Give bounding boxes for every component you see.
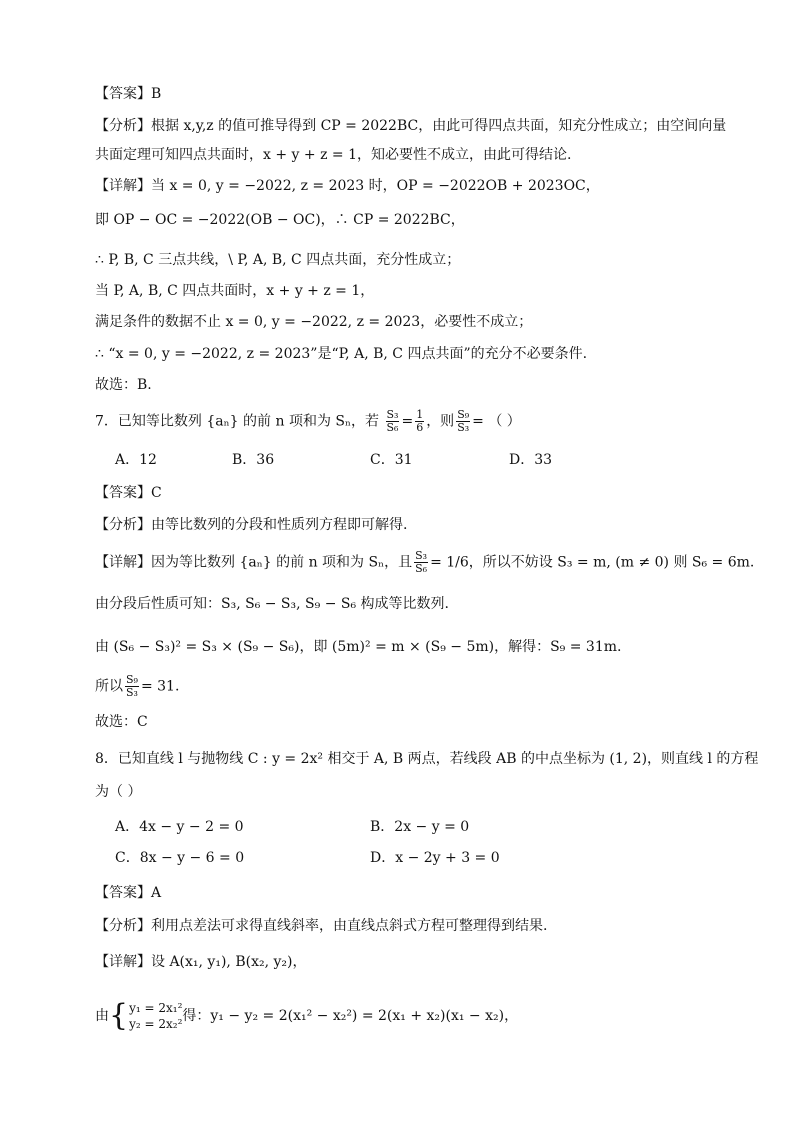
q8-analysis-line — [95, 916, 547, 936]
q7-stem-before: 7．已知等比数列 {aₙ} 的前 n 项和为 Sₙ，若 — [95, 413, 380, 430]
analysis-text: 根据 x,y,z 的值可推导得到 CP = 2022BC，由此可得四点共面，知充分性成立；由空间向量 — [151, 118, 727, 134]
detail-text: 当 x = 0, y = −2022, z = 2023 时，OP = −2022OB + 2023OC， — [151, 178, 600, 194]
q8-stem-line-1: 8．已知直线 l 与抛物线 C : y = 2x² 相交于 A, B 两点，若线段 AB 的中点坐标为 (1, 2)，则直线 l 的方程 — [95, 751, 759, 767]
analysis-tag: 【分析】 — [95, 118, 151, 134]
q8-option-a: A．4x − y − 2 = 0 — [115, 819, 244, 835]
fraction-denominator: S₃ — [457, 421, 470, 434]
detail-text-after: = 31. — [140, 678, 180, 695]
fraction-numerator: S₃ — [415, 549, 428, 562]
q6-detail-line-6: ∴ “x = 0, y = −2022, z = 2023”是“P, A, B, C 四点共面”的充分不必要条件. — [95, 346, 588, 362]
q6-detail-line-2: 即 OP − OC = −2022(OB − OC)，∴ CP = 2022BC， — [95, 212, 465, 228]
detail-text-before: 由 — [95, 1008, 109, 1024]
analysis-tag: 【分析】 — [95, 918, 151, 934]
detail-text-after: = 1/6，所以不妨设 S₃ = m, (m ≠ 0) 则 S₆ = 6m. — [430, 554, 755, 571]
q6-choose: 故选：B. — [95, 377, 152, 393]
analysis-text: 由等比数列的分段和性质列方程即可解得. — [151, 517, 408, 533]
q7-option-b: B．36 — [232, 452, 275, 468]
fraction-numerator: S₃ — [386, 408, 399, 421]
q7-fraction-2 — [415, 409, 424, 434]
fraction-numerator: S₉ — [126, 673, 138, 686]
detail-text-after: 得：y₁ − y₂ = 2(x₁² − x₂²) = 2(x₁ + x₂)(x₁ − x₂)， — [182, 1008, 519, 1024]
q7-stem-after: = （ ） — [472, 413, 521, 430]
q6-answer-line — [95, 84, 161, 104]
left-brace: { — [109, 998, 129, 1033]
equation-system — [129, 1000, 182, 1032]
q6-analysis-line-1 — [95, 116, 726, 136]
q6-detail-line-5: 满足条件的数据不止 x = 0, y = −2022, z = 2023，必要性不成立； — [95, 314, 533, 330]
q8-option-b: B．2x − y = 0 — [370, 819, 470, 835]
q6-analysis-line-2: 共面定理可知四点共面时，x + y + z = 1，知必要性不成立，由此可得结论. — [95, 147, 572, 163]
q7-equals: = — [401, 413, 414, 430]
answer-tag: 【答案】 — [95, 885, 151, 901]
answer-tag: 【答案】 — [95, 86, 151, 102]
q8-option-d: D．x − 2y + 3 = 0 — [370, 850, 500, 866]
detail-text-before: 所以 — [95, 678, 123, 695]
q7-stem — [95, 409, 521, 434]
q8-answer-line — [95, 883, 161, 903]
fraction-denominator: 6 — [416, 421, 424, 434]
q8-stem-line-2: 为（ ） — [95, 784, 142, 800]
fraction-numerator: S₉ — [457, 408, 470, 421]
q8-detail-line-2 — [95, 1000, 518, 1032]
q6-detail-line-4: 当 P, A, B, C 四点共面时，x + y + z = 1， — [95, 283, 375, 299]
q7-answer-line — [95, 483, 162, 503]
q7-choose: 故选：C — [95, 714, 148, 730]
system-line-2: y₂ = 2x₂² — [129, 1017, 183, 1031]
fraction-denominator: S₆ — [386, 421, 399, 434]
detail-tag: 【详解】 — [95, 954, 151, 970]
q6-detail-line-1 — [95, 176, 600, 196]
fraction-numerator: 1 — [416, 408, 424, 421]
detail-tag: 【详解】 — [95, 178, 151, 194]
q7-fraction-1 — [386, 409, 400, 434]
detail-text: 设 A(x₁, y₁), B(x₂, y₂)， — [151, 954, 307, 970]
q7-detail-line-4 — [95, 674, 179, 699]
detail-tag: 【详解】 — [95, 554, 151, 571]
answer-tag: 【答案】 — [95, 485, 151, 501]
q6-detail-line-3: ∴ P, B, C 三点共线，\ P, A, B, C 四点共面，充分性成立； — [95, 252, 461, 268]
q7-result-fraction — [125, 674, 139, 699]
q7-analysis-line — [95, 515, 407, 535]
q7-option-c: C．31 — [370, 452, 413, 468]
q7-detail-line-1 — [95, 550, 754, 575]
q8-option-c: C．8x − y − 6 = 0 — [115, 850, 245, 866]
analysis-tag: 【分析】 — [95, 517, 151, 533]
answer-value: A — [151, 885, 162, 901]
answer-value: C — [151, 485, 162, 501]
q7-detail-line-3: 由 (S₆ − S₃)² = S₃ × (S₉ − S₆)，即 (5m)² = m × (S₉ − 5m)，解得：S₉ = 31m. — [95, 639, 622, 655]
detail-text-before: 因为等比数列 {aₙ} 的前 n 项和为 Sₙ，且 — [151, 554, 413, 571]
fraction-denominator: S₃ — [126, 686, 138, 699]
q7-stem-mid: ，则 — [426, 413, 455, 430]
q7-detail-line-2: 由分段后性质可知：S₃, S₆ − S₃, S₉ − S₆ 构成等比数列. — [95, 596, 449, 612]
q7-option-d: D．33 — [509, 452, 553, 468]
analysis-text: 利用点差法可求得直线斜率，由直线点斜式方程可整理得到结果. — [151, 918, 548, 934]
q7-option-a: A．12 — [115, 452, 157, 468]
fraction-denominator: S₆ — [415, 562, 428, 575]
q7-fraction-3 — [456, 409, 470, 434]
answer-value: B — [151, 86, 162, 102]
q8-detail-line-1 — [95, 952, 306, 972]
system-line-1: y₁ = 2x₁² — [129, 1001, 183, 1015]
q7-detail-fraction — [414, 550, 428, 575]
